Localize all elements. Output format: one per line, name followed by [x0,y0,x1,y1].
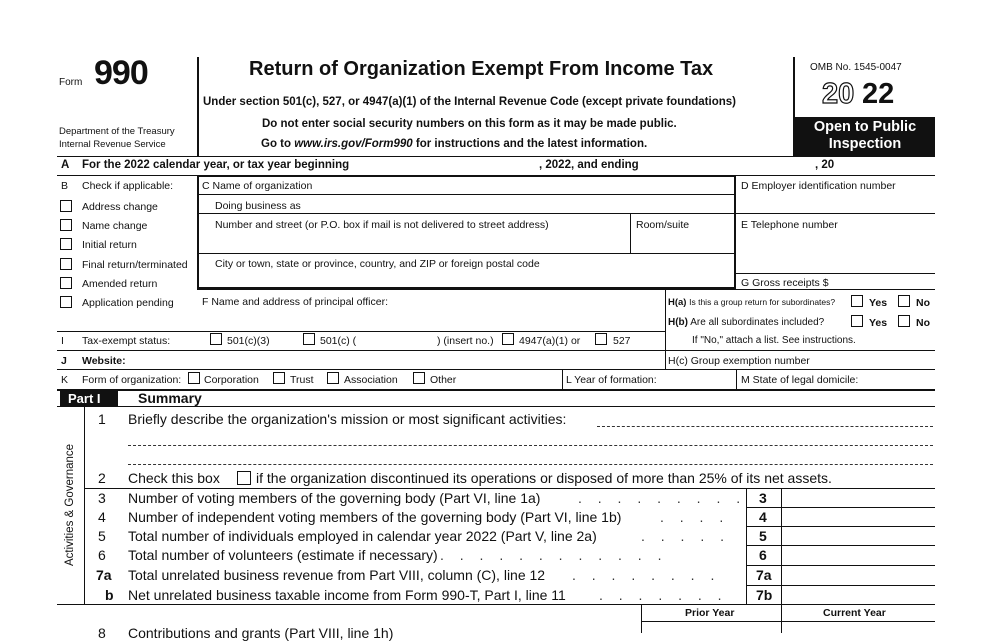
part1-title: Summary [138,390,202,406]
line7b-text: Net unrelated business taxable income from Form 990-T, Part I, line 11 [128,587,566,603]
line7a-field[interactable] [783,566,933,584]
application-pending-label: Application pending [82,297,174,309]
line5-text: Total number of individuals employed in calendar year 2022 (Part V, line 2a) [128,528,597,544]
line1-num: 1 [98,411,106,427]
line7a-dots: . . . . . . . . [572,567,721,583]
line7b-box: 7b [756,587,773,603]
application-pending-checkbox[interactable] [60,296,72,308]
part1-tag: Part I [60,390,118,406]
current-year-header: Current Year [823,607,886,619]
line7b-dots: . . . . . . . [599,587,728,603]
hb-yes-label: Yes [869,317,888,329]
website-label: Website: [82,355,126,367]
open-to-public-box: Open to Public Inspection [795,117,935,156]
form-title: Return of Organization Exempt From Income Tax [249,58,714,80]
insert-no-label: ) (insert no.) [437,335,494,347]
line3-dots: . . . . . . . . . [578,490,747,506]
ha-no-label: No [916,297,930,309]
4947-label: 4947(a)(1) or [519,335,581,347]
hb-note: If "No," attach a list. See instructions. [692,335,856,346]
telephone-label: E Telephone number [741,219,838,231]
line5-num: 5 [98,528,106,544]
line-a-mid: , 2022, and ending [539,159,639,171]
line6-field[interactable] [783,546,933,564]
address-change-label: Address change [82,201,158,213]
year-outline: 20 [822,78,855,110]
form-number: 990 [94,54,148,92]
form-of-org-label: Form of organization: [82,374,182,386]
instructions-line: Go to www.irs.gov/Form990 for instructions and the latest information. [261,138,648,150]
final-return-checkbox[interactable] [60,258,72,270]
hc-label: H(c) Group exemption number [668,355,810,367]
line-i-letter: I [61,335,64,347]
ein-label: D Employer identification number [741,180,896,192]
line2-text-b: if the organization discontinued its operations or disposed of more than 25% of its net assets. [256,470,832,486]
line-a-text: For the 2022 calendar year, or tax year beginning [82,159,350,171]
line3-field[interactable] [783,489,933,507]
line-k-letter: K [61,374,69,386]
org-name-label: C Name of organization [202,180,313,192]
line-a-end: , 20 [815,159,835,171]
city-label: City or town, state or province, country, and ZIP or foreign postal code [215,258,540,270]
line8-num: 8 [98,625,106,641]
association-checkbox[interactable] [327,372,339,384]
dept-line2: Internal Revenue Service [59,139,166,150]
name-change-checkbox[interactable] [60,219,72,231]
trust-checkbox[interactable] [273,372,285,384]
line5-dots: . . . . . [641,528,731,544]
final-return-label: Final return/terminated [82,259,188,271]
year-formation-label: L Year of formation: [566,374,657,386]
ha-no-checkbox[interactable] [898,295,910,307]
line7a-text: Total unrelated business revenue from Part VIII, column (C), line 12 [128,567,546,583]
ssn-notice: Do not enter social security numbers on this form as it may be made public. [262,118,677,130]
line6-box: 6 [759,547,767,563]
line2-num: 2 [98,470,106,486]
hb-no-checkbox[interactable] [898,315,910,327]
501c3-checkbox[interactable] [210,333,222,345]
other-checkbox[interactable] [413,372,425,384]
line7a-box: 7a [756,567,772,583]
legal-domicile-label: M State of legal domicile: [741,374,859,386]
ha-yes-label: Yes [869,297,888,309]
street-label: Number and street (or P.O. box if mail is not delivered to street address) [215,219,549,231]
line6-text: Total number of volunteers (estimate if necessary) [128,547,438,563]
line3-text: Number of voting members of the governing body (Part VI, line 1a) [128,490,541,506]
line-j-letter: J [61,355,67,367]
tax-exempt-label: Tax-exempt status: [82,335,171,347]
line7a-num: 7a [96,567,112,583]
omb-number: OMB No. 1545-0047 [810,62,902,73]
form-word: Form [59,77,83,88]
ha-label: H(a) Is this a group return for subordinates? [668,297,836,308]
trust-label: Trust [290,374,314,386]
hb-yes-checkbox[interactable] [851,315,863,327]
association-label: Association [344,374,398,386]
form-subtitle: Under section 501(c), 527, or 4947(a)(1) of the Internal Revenue Code (except private foundations) [203,96,736,108]
gross-receipts-label: G Gross receipts $ [741,277,829,289]
dept-line1: Department of the Treasury [59,126,175,137]
corporation-checkbox[interactable] [188,372,200,384]
527-checkbox[interactable] [595,333,607,345]
hb-no-label: No [916,317,930,329]
line6-num: 6 [98,547,106,563]
hb-label: H(b) Are all subordinates included? [668,317,825,328]
principal-officer-label: F Name and address of principal officer: [202,296,388,308]
name-change-label: Name change [82,220,148,232]
other-label: Other [430,374,457,386]
line7b-field[interactable] [783,586,933,604]
line4-field[interactable] [783,508,933,526]
line8-text: Contributions and grants (Part VIII, line 1h) [128,625,394,641]
dba-label: Doing business as [215,200,301,212]
line4-num: 4 [98,509,106,525]
line5-field[interactable] [783,527,933,545]
4947-checkbox[interactable] [502,333,514,345]
address-change-checkbox[interactable] [60,200,72,212]
room-suite-label: Room/suite [636,219,690,231]
amended-return-checkbox[interactable] [60,277,72,289]
initial-return-checkbox[interactable] [60,238,72,250]
501c-label: 501(c) ( [320,335,357,347]
line7b-num: b [105,587,114,603]
activities-governance-sidebar: Activities & Governance [64,443,76,567]
section-b-title: Check if applicable: [82,180,174,192]
line5-box: 5 [759,528,767,544]
ha-yes-checkbox[interactable] [851,295,863,307]
initial-return-label: Initial return [82,239,137,251]
line6-dots: . . . . . . . . . . . . [440,547,668,563]
website-field[interactable] [130,352,660,367]
discontinued-checkbox[interactable] [237,471,251,485]
line2-text-a: Check this box [128,470,220,486]
line4-text: Number of independent voting members of the governing body (Part VI, line 1b) [128,509,622,525]
amended-return-label: Amended return [82,278,158,290]
line1-text: Briefly describe the organization's mission or most significant activities: [128,411,567,427]
line4-dots: . . . . [660,509,730,525]
mission-field[interactable] [597,411,933,427]
501c3-label: 501(c)(3) [227,335,270,347]
year-bold: 22 [862,78,895,110]
line-a-letter: A [61,159,70,171]
corporation-label: Corporation [204,374,259,386]
527-label: 527 [613,335,631,347]
line3-num: 3 [98,490,106,506]
501c-checkbox[interactable] [303,333,315,345]
line3-box: 3 [759,490,767,506]
section-b-letter: B [61,180,69,192]
prior-year-header: Prior Year [685,607,735,619]
line4-box: 4 [759,509,767,525]
